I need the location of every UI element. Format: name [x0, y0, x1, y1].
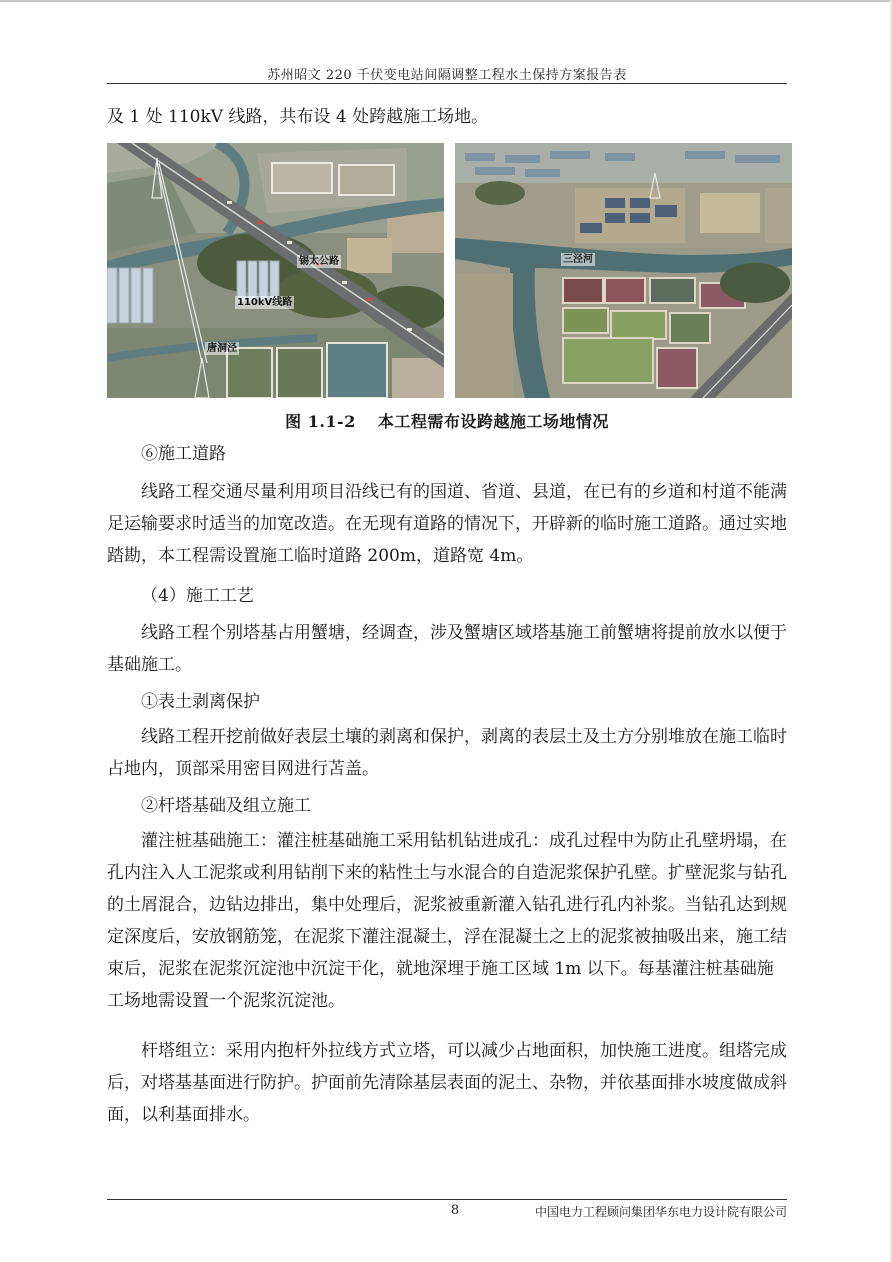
- label-highway: 锡太公路: [299, 256, 339, 267]
- aerial-photo-right-image: [455, 143, 792, 398]
- aerial-photo-right: [455, 143, 792, 398]
- label-river-right: 三泾河: [563, 254, 593, 265]
- intro-line: 及 1 处 110kV 线路，共布设 4 处跨越施工场地。: [107, 107, 489, 127]
- page-top-border: [0, 0, 892, 2]
- section-heading-construction-road: ⑥施工道路: [141, 444, 226, 464]
- page-number: 8: [450, 1203, 460, 1218]
- aerial-photo-left: [107, 143, 444, 398]
- footer-organization: 中国电力工程顾问集团华东电力设计院有限公司: [534, 1205, 787, 1219]
- paragraph-tower-erection: 杆塔组立：采用内抱杆外拉线方式立塔，可以减少占地面积，加快施工进度。组塔完成后，对塔基基面进行防护。护面前先清除基层表面的泥土、杂物，并依基面排水坡度做成斜面，以利基面排水。: [107, 1041, 787, 1125]
- paragraph-construction-road: 线路工程交通尽量利用项目沿线已有的国道、省道、县道，在已有的乡道和村道不能满足运输要求时适当的加宽改造。在无现有道路的情况下，开辟新的临时施工道路。通过实地踏勘，本工程需设置施工临时道路 200m，道路宽 4m。: [107, 482, 787, 566]
- header-rule: [107, 83, 787, 84]
- page-header-title: 苏州昭文 220 千伏变电站间隔调整工程水土保持方案报告表: [267, 68, 627, 83]
- figure-number: 图 1.1-2: [285, 412, 356, 431]
- paragraph-pile-foundation: 灌注桩基础施工：灌注桩基础施工采用钻机钻进成孔：成孔过程中为防止孔壁坍塌，在孔内注入人工泥浆或利用钻削下来的粘性土与水混合的自造泥浆保护孔壁。扩壁泥浆与钻孔的土屑混合，边钻边排出，集中处理后，泥浆被重新灌入钻孔进行孔内补浆。当钻孔达到规定深度后，安放钢筋笼，在泥浆下灌注混凝土，浮在混凝土之上的泥浆被抽吸出来，施工结束后，泥浆在泥浆沉淀池中沉淀干化，就地深埋于施工区域 1m 以下。每基灌注桩基础施工场地需设置一个泥浆沉淀池。: [107, 831, 787, 1011]
- figure-title: 本工程需布设跨越施工场地情况: [377, 412, 609, 431]
- paragraph-crab-pond: 线路工程个别塔基占用蟹塘，经调查，涉及蟹塘区域塔基施工前蟹塘将提前放水以便于基础施工。: [107, 623, 787, 675]
- aerial-photo-left-image: [107, 143, 444, 398]
- label-110kv-line: 110kV线路: [237, 297, 293, 308]
- figure-caption: [107, 409, 787, 432]
- footer-rule: [107, 1199, 787, 1200]
- section-heading-topsoil: ①表土剥离保护: [141, 692, 260, 712]
- paragraph-topsoil: 线路工程开挖前做好表层土壤的剥离和保护，剥离的表层土及土方分别堆放在施工临时占地内，顶部采用密目网进行苫盖。: [107, 727, 787, 779]
- section-heading-tower-foundation: ②杆塔基础及组立施工: [141, 796, 311, 816]
- section-heading-construction-process: （4）施工工艺: [141, 586, 254, 606]
- label-river-left: 唐洞泾: [207, 343, 237, 354]
